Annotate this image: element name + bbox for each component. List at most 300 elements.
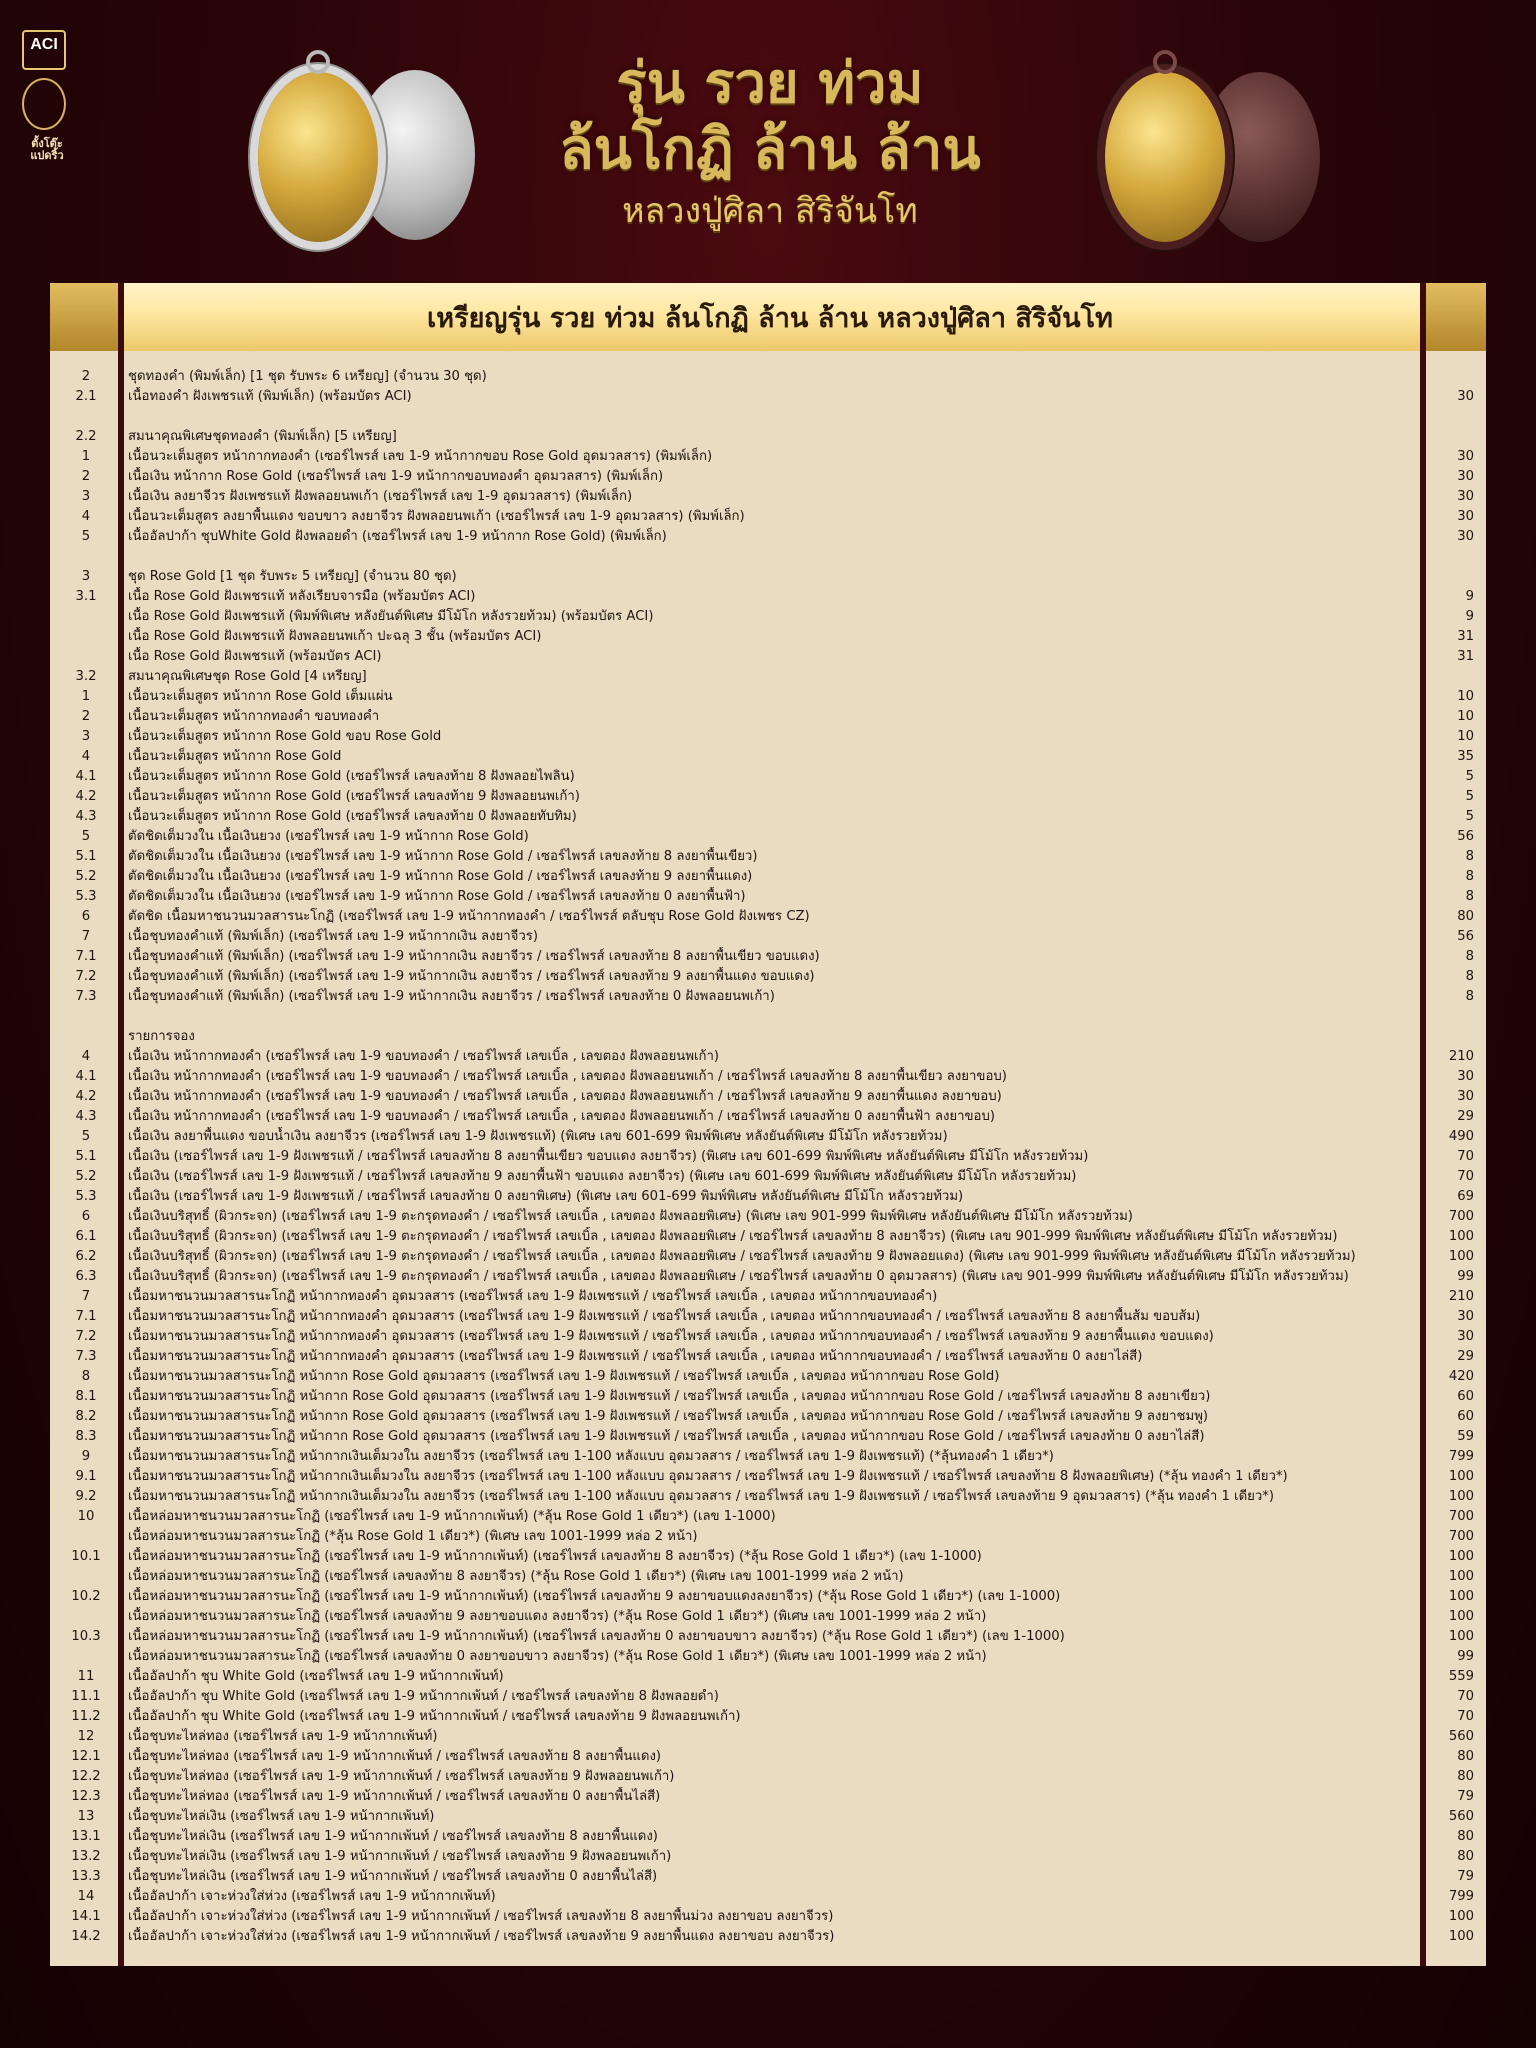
item-description: ตัดชิดเต็มวงใน เนื้อเงินยวง (เซอร์ไพรส์ เลข 1-9 หน้ากาก Rose Gold / เซอร์ไพรส์ เลขลงท้าย 9 ลงยาพื้นแดง) xyxy=(128,869,753,884)
item-description: สมนาคุณพิเศษชุด Rose Gold [4 เหรียญ] xyxy=(128,669,367,684)
item-description: เนื้ออัลปาก้า เจาะห่วงใส่ห่วง (เซอร์ไพรส์ เลข 1-9 หน้ากากเพ้นท์ / เซอร์ไพรส์ เลขลงท้าย 9 ลงยาพื้นแดง ลงยาขอบ ลงยาจีวร) xyxy=(128,1929,835,1944)
item-code: 12.2 xyxy=(71,1769,101,1784)
table-row xyxy=(50,607,1486,627)
item-description: เนื้อเงิน หน้ากากทองคำ (เซอร์ไพรส์ เลข 1-9 ขอบทองคำ / เซอร์ไพรส์ เลขเบิ้ล , เลขตอง ฝังพลอยนพเก้า) xyxy=(128,1049,720,1064)
item-description: เนื้อนวะเต็มสูตร หน้ากาก Rose Gold ขอบ Rose Gold xyxy=(128,729,442,744)
item-price: 100 xyxy=(1448,1609,1474,1624)
item-description: ตัดชิดเต็มวงใน เนื้อเงินยวง (เซอร์ไพรส์ เลข 1-9 หน้ากาก Rose Gold / เซอร์ไพรส์ เลขลงท้าย 0 ลงยาพื้นฟ้า) xyxy=(128,889,746,904)
item-description: เนื้อนวะเต็มสูตร หน้ากากทองคำ ขอบทองคำ xyxy=(128,709,380,724)
item-price: 100 xyxy=(1448,1229,1474,1244)
item-price: 8 xyxy=(1465,849,1474,864)
item-description: เนื้ออัลปาก้า เจาะห่วงใส่ห่วง (เซอร์ไพรส์ เลข 1-9 หน้ากากเพ้นท์ / เซอร์ไพรส์ เลขลงท้าย 8 ลงยาพื้นม่วง ลงยาขอบ ลงยาจีวร) xyxy=(128,1909,834,1924)
item-description: เนื้อชุบทะไหล่ทอง (เซอร์ไพรส์ เลข 1-9 หน้ากากเพ้นท์ / เซอร์ไพรส์ เลขลงท้าย 8 ลงยาพื้นแดง) xyxy=(128,1749,662,1764)
item-description: เนื้อหล่อมหาชนวนมวลสารนะโกฏิ (เซอร์ไพรส์ เลข 1-9 หน้ากากเพ้นท์) (เซอร์ไพรส์ เลขลงท้าย 9 ลงยาขอบแดงลงยาจีวร) (*ลุ้น Rose Gold 1 เดียว*) (เลข 1-1000) xyxy=(128,1589,1061,1604)
item-price: 29 xyxy=(1457,1109,1474,1124)
item-price: 30 xyxy=(1457,389,1474,404)
item-description: เนื้อเงินบริสุทธิ์ (ผิวกระจก) (เซอร์ไพรส์ เลข 1-9 ตะกรุดทองคำ / เซอร์ไพรส์ เลขเบิ้ล , เลขตอง ฝังพลอยพิเศษ) (พิเศษ เลข 901-999 พิมพ์พิเศษ หลังยันต์พิเศษ มีโม้โก หลังรวยท้วม) xyxy=(128,1209,1133,1224)
item-price: 420 xyxy=(1448,1369,1474,1384)
item-description: เนื้อนวะเต็มสูตร ลงยาพื้นแดง ขอบขาว ลงยาจีวร ฝังพลอยนพเก้า (เซอร์ไพรส์ เลข 1-9 อุดมวลสาร) (พิมพ์เล็ก) xyxy=(128,509,745,524)
item-code: 12 xyxy=(77,1729,95,1744)
item-price: 31 xyxy=(1457,629,1474,644)
item-price: 5 xyxy=(1465,769,1474,784)
table-row xyxy=(50,1307,1486,1327)
item-price: 56 xyxy=(1457,929,1474,944)
item-code: 2 xyxy=(81,709,91,724)
item-description: เนื้ออัลปาก้า ชุบWhite Gold ฝังพลอยดำ (เซอร์ไพรส์ เลข 1-9 หน้ากาก Rose Gold) (พิมพ์เล็ก) xyxy=(128,529,667,544)
item-price: 100 xyxy=(1448,1469,1474,1484)
item-code: 6.1 xyxy=(75,1229,97,1244)
table-row xyxy=(50,1907,1486,1927)
item-code: 5 xyxy=(81,1129,91,1144)
table-row xyxy=(50,827,1486,847)
item-price: 29 xyxy=(1457,1349,1474,1364)
item-price: 69 xyxy=(1457,1189,1474,1204)
table-row xyxy=(50,807,1486,827)
item-code: 9.2 xyxy=(75,1489,97,1504)
table-row xyxy=(50,527,1486,547)
item-code: 4.1 xyxy=(75,1069,97,1084)
table-row xyxy=(50,1287,1486,1307)
item-description: เนื้อ Rose Gold ฝังเพชรแท้ (พิมพ์พิเศษ หลังยันต์พิเศษ มีโม้โก หลังรวยท้วม) (พร้อมบัตร ACI) xyxy=(128,609,654,624)
item-description: ตัดชิด เนื้อมหาชนวนมวลสารนะโกฏิ (เซอร์ไพรส์ เลข 1-9 หน้ากากทองคำ / เซอร์ไพรส์ ตลับชุบ Rose Gold ฝังเพชร CZ) xyxy=(128,909,810,924)
item-price: 9 xyxy=(1465,609,1474,624)
item-description: เนื้อ Rose Gold ฝังเพชรแท้ หลังเรียบจารมือ (พร้อมบัตร ACI) xyxy=(128,589,476,604)
item-code: 8.2 xyxy=(75,1409,97,1424)
item-code: 3.1 xyxy=(75,589,97,604)
table-row xyxy=(50,727,1486,747)
item-description: เนื้อมหาชนวนมวลสารนะโกฏิ หน้ากากเงินเต็มวงใน ลงยาจีวร (เซอร์ไพรส์ เลข 1-100 หลังแบบ อุดมวลสาร / เซอร์ไพรส์ เลข 1-9 ฝังเพชรแท้ / เซอร์ไพรส์ เลขลงท้าย 8 ฝังพลอยพิเศษ) (*ลุ้น ทองคำ 1 เดียว*) xyxy=(128,1469,1288,1484)
table-row xyxy=(50,367,1486,387)
item-price: 80 xyxy=(1457,1769,1474,1784)
table-row xyxy=(50,467,1486,487)
item-code: 13.2 xyxy=(71,1849,101,1864)
banner-title-line-2: ล้นโกฏิ ล้าน ล้าน xyxy=(559,116,981,182)
item-description: เนื้อมหาชนวนมวลสารนะโกฏิ หน้ากากทองคำ อุดมวลสาร (เซอร์ไพรส์ เลข 1-9 ฝังเพชรแท้ / เซอร์ไพรส์ เลขเบิ้ล , เลขตอง หน้ากากขอบทองคำ) xyxy=(128,1289,938,1304)
item-code: 5.3 xyxy=(75,1189,97,1204)
item-description: เนื้อชุบทะไหล่เงิน (เซอร์ไพรส์ เลข 1-9 หน้ากากเพ้นท์) xyxy=(128,1809,435,1824)
table-row xyxy=(50,1567,1486,1587)
table-row xyxy=(50,887,1486,907)
table-row xyxy=(50,1047,1486,1067)
item-code: 7 xyxy=(81,1289,91,1304)
item-description: เนื้อนวะเต็มสูตร หน้ากาก Rose Gold (เซอร์ไพรส์ เลขลงท้าย 0 ฝังพลอยทับทิม) xyxy=(128,809,577,824)
table-row xyxy=(50,1067,1486,1087)
item-description: เนื้อมหาชนวนมวลสารนะโกฏิ หน้ากากเงินเต็มวงใน ลงยาจีวร (เซอร์ไพรส์ เลข 1-100 หลังแบบ อุดมวลสาร / เซอร์ไพรส์ เลข 1-9 ฝังเพชรแท้) (*ลุ้นทองคำ 1 เดียว*) xyxy=(128,1449,1054,1464)
item-code: 9 xyxy=(81,1449,91,1464)
table-title-bar xyxy=(120,283,1420,351)
item-code: 1 xyxy=(81,449,91,464)
table-row xyxy=(50,1127,1486,1147)
item-code: 14.2 xyxy=(71,1929,101,1944)
item-price: 30 xyxy=(1457,1329,1474,1344)
item-description: เนื้อเงิน หน้ากากทองคำ (เซอร์ไพรส์ เลข 1-9 ขอบทองคำ / เซอร์ไพรส์ เลขเบิ้ล , เลขตอง ฝังพลอยนพเก้า / เซอร์ไพรส์ เลขลงท้าย 0 ลงยาพื้นฟ้า ลงยาขอบ) xyxy=(128,1109,995,1124)
item-code: 3 xyxy=(81,569,91,584)
item-description: ตัดชิดเต็มวงใน เนื้อเงินยวง (เซอร์ไพรส์ เลข 1-9 หน้ากาก Rose Gold) xyxy=(128,829,529,844)
table-row xyxy=(50,1747,1486,1767)
table-row xyxy=(50,1387,1486,1407)
banner-title xyxy=(430,50,1110,236)
table-row xyxy=(50,387,1486,407)
table-row xyxy=(50,1027,1486,1047)
item-code: 4.2 xyxy=(75,1089,97,1104)
item-price: 210 xyxy=(1448,1049,1474,1064)
table-row xyxy=(50,1587,1486,1607)
item-code: 13 xyxy=(77,1809,95,1824)
item-description: เนื้อหล่อมหาชนวนมวลสารนะโกฏิ (เซอร์ไพรส์ เลขลงท้าย 0 ลงยาขอบขาว ลงยาจีวร) (*ลุ้น Rose Gold 1 เดียว*) (พิเศษ เลข 1001-1999 หล่อ 2 หน้า) xyxy=(128,1649,987,1664)
item-description: เนื้อเงิน (เซอร์ไพรส์ เลข 1-9 ฝังเพชรแท้ / เซอร์ไพรส์ เลขลงท้าย 0 ลงยาพิเศษ) (พิเศษ เลข 601-699 พิมพ์พิเศษ หลังยันต์พิเศษ มีโม้โก หลังรวยท้วม) xyxy=(128,1189,964,1204)
medal-image-gold-front-right xyxy=(1105,72,1225,242)
item-description: เนื้อเงินบริสุทธิ์ (ผิวกระจก) (เซอร์ไพรส์ เลข 1-9 ตะกรุดทองคำ / เซอร์ไพรส์ เลขเบิ้ล , เลขตอง ฝังพลอยพิเศษ / เซอร์ไพรส์ เลขลงท้าย 8 ลงยาจีวร) (พิเศษ เลข 901-999 พิมพ์พิเศษ หลังยันต์พิเศษ มีโม้โก หลังรวยท้วม) xyxy=(128,1229,1338,1244)
item-description: เนื้ออัลปาก้า ชุบ White Gold (เซอร์ไพรส์ เลข 1-9 หน้ากากเพ้นท์ / เซอร์ไพรส์ เลขลงท้าย 9 ฝังพลอยนพเก้า) xyxy=(128,1709,741,1724)
item-description: เนื้อมหาชนวนมวลสารนะโกฏิ หน้ากากทองคำ อุดมวลสาร (เซอร์ไพรส์ เลข 1-9 ฝังเพชรแท้ / เซอร์ไพรส์ เลขเบิ้ล , เลขตอง หน้ากากขอบทองคำ / เซอร์ไพรส์ เลขลงท้าย 9 ลงยาพื้นแดง ขอบแดง) xyxy=(128,1329,1214,1344)
item-description: เนื้อชุบทะไหล่ทอง (เซอร์ไพรส์ เลข 1-9 หน้ากากเพ้นท์) xyxy=(128,1729,438,1744)
item-price: 70 xyxy=(1457,1689,1474,1704)
item-price: 559 xyxy=(1448,1669,1474,1684)
item-price: 80 xyxy=(1457,909,1474,924)
header-banner xyxy=(0,0,1536,285)
table-row xyxy=(50,1527,1486,1547)
item-description: เนื้ออัลปาก้า ชุบ White Gold (เซอร์ไพรส์ เลข 1-9 หน้ากากเพ้นท์ / เซอร์ไพรส์ เลขลงท้าย 8 ฝังพลอยดำ) xyxy=(128,1689,719,1704)
item-code: 5.2 xyxy=(75,1169,97,1184)
item-description: เนื้อทองคำ ฝังเพชรแท้ (พิมพ์เล็ก) (พร้อมบัตร ACI) xyxy=(128,389,412,404)
table-row xyxy=(50,427,1486,447)
item-description: รายการจอง xyxy=(128,1029,195,1044)
item-code: 4 xyxy=(81,509,91,524)
item-description: ชุด Rose Gold [1 ชุด รับพระ 5 เหรียญ] (จำนวน 80 ชุด) xyxy=(128,569,457,584)
item-price: 210 xyxy=(1448,1289,1474,1304)
item-code: 10.3 xyxy=(71,1629,101,1644)
item-code: 10.2 xyxy=(71,1589,101,1604)
item-code: 2.1 xyxy=(75,389,97,404)
item-code: 5 xyxy=(81,529,91,544)
item-price: 100 xyxy=(1448,1569,1474,1584)
item-description: เนื้อชุบทะไหล่เงิน (เซอร์ไพรส์ เลข 1-9 หน้ากากเพ้นท์ / เซอร์ไพรส์ เลขลงท้าย 0 ลงยาพื้นไล่สี) xyxy=(128,1869,658,1884)
table-row xyxy=(50,1487,1486,1507)
table-row xyxy=(50,1447,1486,1467)
item-price: 100 xyxy=(1448,1549,1474,1564)
banner-title-line-1: รุ่น รวย ท่วม xyxy=(616,50,924,116)
item-price: 30 xyxy=(1457,469,1474,484)
table-row xyxy=(50,967,1486,987)
table-row xyxy=(50,1847,1486,1867)
item-code: 3 xyxy=(81,489,91,504)
item-description: เนื้อเงินบริสุทธิ์ (ผิวกระจก) (เซอร์ไพรส์ เลข 1-9 ตะกรุดทองคำ / เซอร์ไพรส์ เลขเบิ้ล , เลขตอง ฝังพลอยพิเศษ / เซอร์ไพรส์ เลขลงท้าย 9 ฝังพลอยแดง) (พิเศษ เลข 901-999 พิมพ์พิเศษ หลังยันต์พิเศษ มีโม้โก หลังรวยท้วม) xyxy=(128,1249,1356,1264)
item-description: เนื้อหล่อมหาชนวนมวลสารนะโกฏิ (เซอร์ไพรส์ เลข 1-9 หน้ากากเพ้นท์) (เซอร์ไพรส์ เลขลงท้าย 0 ลงยาขอบขาว ลงยาจีวร) (*ลุ้น Rose Gold 1 เดียว*) (เลข 1-1000) xyxy=(128,1629,1065,1644)
item-price: 100 xyxy=(1448,1589,1474,1604)
item-price: 8 xyxy=(1465,969,1474,984)
table-row xyxy=(50,587,1486,607)
item-price: 100 xyxy=(1448,1629,1474,1644)
table-row xyxy=(50,487,1486,507)
item-price: 9 xyxy=(1465,589,1474,604)
item-description: เนื้อนวะเต็มสูตร หน้ากาก Rose Gold (เซอร์ไพรส์ เลขลงท้าย 8 ฝังพลอยไพลิน) xyxy=(128,769,575,784)
item-code: 3.2 xyxy=(75,669,97,684)
table-row xyxy=(50,1507,1486,1527)
item-code: 2 xyxy=(81,469,91,484)
item-description: เนื้อชุบทะไหล่ทอง (เซอร์ไพรส์ เลข 1-9 หน้ากากเพ้นท์ / เซอร์ไพรส์ เลขลงท้าย 9 ฝังพลอยนพเก้า) xyxy=(128,1769,675,1784)
item-price: 700 xyxy=(1448,1529,1474,1544)
item-code: 9.1 xyxy=(75,1469,97,1484)
item-price: 70 xyxy=(1457,1169,1474,1184)
table-row xyxy=(50,927,1486,947)
table-row xyxy=(50,1087,1486,1107)
item-price: 30 xyxy=(1457,1309,1474,1324)
item-code: 4.1 xyxy=(75,769,97,784)
table-row xyxy=(50,1407,1486,1427)
item-code: 7.3 xyxy=(75,1349,97,1364)
item-description: เนื้อมหาชนวนมวลสารนะโกฏิ หน้ากากทองคำ อุดมวลสาร (เซอร์ไพรส์ เลข 1-9 ฝังเพชรแท้ / เซอร์ไพรส์ เลขเบิ้ล , เลขตอง หน้ากากขอบทองคำ / เซอร์ไพรส์ เลขลงท้าย 8 ลงยาพื้นส้ม ขอบส้ม) xyxy=(128,1309,1201,1324)
banner-subtitle: หลวงปู่ศิลา สิริจันโท xyxy=(622,191,918,231)
item-code: 5 xyxy=(81,829,91,844)
item-code: 8.1 xyxy=(75,1389,97,1404)
item-code: 6 xyxy=(81,1209,91,1224)
item-code: 3 xyxy=(81,729,91,744)
item-description: เนื้อหล่อมหาชนวนมวลสารนะโกฏิ (เซอร์ไพรส์ เลขลงท้าย 8 ลงยาจีวร) (*ลุ้น Rose Gold 1 เดียว*) (พิเศษ เลข 1001-1999 หล่อ 2 หน้า) xyxy=(128,1569,904,1584)
item-description: ชุดทองคำ (พิมพ์เล็ก) [1 ชุด รับพระ 6 เหรียญ] (จำนวน 30 ชุด) xyxy=(128,369,487,384)
table-row xyxy=(50,667,1486,687)
table-row xyxy=(50,1687,1486,1707)
item-price: 5 xyxy=(1465,809,1474,824)
table-title: เหรียญรุ่น รวย ท่วม ล้นโกฏิ ล้าน ล้าน หลวงปู่ศิลา สิริจันโท xyxy=(427,302,1113,334)
item-description: เนื้อเงิน หน้ากาก Rose Gold (เซอร์ไพรส์ เลข 1-9 หน้ากากขอบทองคำ อุดมวลสาร) (พิมพ์เล็ก) xyxy=(128,469,664,484)
item-code: 2.2 xyxy=(75,429,97,444)
table-row xyxy=(50,747,1486,767)
table-row xyxy=(50,627,1486,647)
table-row xyxy=(50,1167,1486,1187)
item-description: เนื้อชุบทะไหล่ทอง (เซอร์ไพรส์ เลข 1-9 หน้ากากเพ้นท์ / เซอร์ไพรส์ เลขลงท้าย 0 ลงยาพื้นไล่สี) xyxy=(128,1789,661,1804)
table-row xyxy=(50,1207,1486,1227)
item-code: 11 xyxy=(77,1669,95,1684)
item-description: เนื้อ Rose Gold ฝังเพชรแท้ (พร้อมบัตร ACI) xyxy=(128,649,382,664)
table-row xyxy=(50,407,1486,427)
item-price: 60 xyxy=(1457,1389,1474,1404)
item-price: 80 xyxy=(1457,1749,1474,1764)
item-description: เนื้อหล่อมหาชนวนมวลสารนะโกฏิ (เซอร์ไพรส์ เลข 1-9 หน้ากากเพ้นท์) (เซอร์ไพรส์ เลขลงท้าย 8 ลงยาจีวร) (*ลุ้น Rose Gold 1 เดียว*) (เลข 1-1000) xyxy=(128,1549,982,1564)
item-code: 4 xyxy=(81,1049,91,1064)
item-code: 12.1 xyxy=(71,1749,101,1764)
table-row xyxy=(50,1547,1486,1567)
item-code: 12.3 xyxy=(71,1789,101,1804)
buddha-seal-logo xyxy=(22,78,66,130)
table-row xyxy=(50,647,1486,667)
item-price: 56 xyxy=(1457,829,1474,844)
aci-logo: ACI xyxy=(22,30,66,70)
item-code: 13.3 xyxy=(71,1869,101,1884)
table-row xyxy=(50,867,1486,887)
table-row xyxy=(50,1807,1486,1827)
item-description: เนื้อชุบทองคำแท้ (พิมพ์เล็ก) (เซอร์ไพรส์ เลข 1-9 หน้ากากเงิน ลงยาจีวร / เซอร์ไพรส์ เลขลงท้าย 0 ฝังพลอยนพเก้า) xyxy=(128,989,775,1004)
table-row xyxy=(50,847,1486,867)
item-price: 30 xyxy=(1457,1089,1474,1104)
item-code: 5.1 xyxy=(75,1149,97,1164)
item-code: 4.3 xyxy=(75,1109,97,1124)
item-code: 1 xyxy=(81,689,91,704)
item-description: เนื้อเงิน (เซอร์ไพรส์ เลข 1-9 ฝังเพชรแท้ / เซอร์ไพรส์ เลขลงท้าย 9 ลงยาพื้นฟ้า ขอบแดง ลงยาจีวร) (พิเศษ เลข 601-699 พิมพ์พิเศษ หลังยันต์พิเศษ มีโม้โก หลังรวยท้วม) xyxy=(128,1169,1077,1184)
item-price: 70 xyxy=(1457,1709,1474,1724)
table-row xyxy=(50,1927,1486,1947)
table-row xyxy=(50,1767,1486,1787)
item-price: 30 xyxy=(1457,449,1474,464)
item-description: เนื้อชุบทะไหล่เงิน (เซอร์ไพรส์ เลข 1-9 หน้ากากเพ้นท์ / เซอร์ไพรส์ เลขลงท้าย 9 ฝังพลอยนพเก้า) xyxy=(128,1849,672,1864)
table-row xyxy=(50,787,1486,807)
item-price: 8 xyxy=(1465,989,1474,1004)
table-row xyxy=(50,687,1486,707)
item-description: เนื้อชุบทะไหล่เงิน (เซอร์ไพรส์ เลข 1-9 หน้ากากเพ้นท์ / เซอร์ไพรส์ เลขลงท้าย 8 ลงยาพื้นแดง) xyxy=(128,1829,658,1844)
item-price: 30 xyxy=(1457,1069,1474,1084)
item-description: เนื้อเงิน หน้ากากทองคำ (เซอร์ไพรส์ เลข 1-9 ขอบทองคำ / เซอร์ไพรส์ เลขเบิ้ล , เลขตอง ฝังพลอยนพเก้า / เซอร์ไพรส์ เลขลงท้าย 9 ลงยาพื้นแดง ลงยาขอบ) xyxy=(128,1089,1002,1104)
item-code: 11.2 xyxy=(71,1709,101,1724)
item-price: 31 xyxy=(1457,649,1474,664)
item-code: 7.3 xyxy=(75,989,97,1004)
table-row xyxy=(50,507,1486,527)
item-price: 30 xyxy=(1457,529,1474,544)
item-description: เนื้อหล่อมหาชนวนมวลสารนะโกฏิ (*ลุ้น Rose Gold 1 เดียว*) (พิเศษ เลข 1001-1999 หล่อ 2 หน้า) xyxy=(128,1529,698,1544)
table-row xyxy=(50,447,1486,467)
item-code: 14 xyxy=(77,1889,95,1904)
table-row xyxy=(50,1007,1486,1027)
item-code: 4 xyxy=(81,749,91,764)
table-row xyxy=(50,1427,1486,1447)
table-row xyxy=(50,547,1486,567)
item-price: 30 xyxy=(1457,489,1474,504)
medal-image-gold-front xyxy=(258,72,378,242)
item-price: 560 xyxy=(1448,1729,1474,1744)
item-description: เนื้ออัลปาก้า ชุบ White Gold (เซอร์ไพรส์ เลข 1-9 หน้ากากเพ้นท์) xyxy=(128,1669,504,1684)
item-description: เนื้อนวะเต็มสูตร หน้ากาก Rose Gold xyxy=(128,749,342,764)
table-row xyxy=(50,1107,1486,1127)
item-description: เนื้อเงินบริสุทธิ์ (ผิวกระจก) (เซอร์ไพรส์ เลข 1-9 ตะกรุดทองคำ / เซอร์ไพรส์ เลขเบิ้ล , เลขตอง ฝังพลอยพิเศษ / เซอร์ไพรส์ เลขลงท้าย 0 อุดมวลสาร) (พิเศษ เลข 901-999 พิมพ์พิเศษ หลังยันต์พิเศษ มีโม้โก หลังรวยท้วม) xyxy=(128,1269,1349,1284)
item-price: 799 xyxy=(1448,1889,1474,1904)
item-code: 5.2 xyxy=(75,869,97,884)
item-code: 8.3 xyxy=(75,1429,97,1444)
item-price: 10 xyxy=(1457,729,1474,744)
item-code: 7.2 xyxy=(75,1329,97,1344)
item-description: เนื้อนวะเต็มสูตร หน้ากาก Rose Gold (เซอร์ไพรส์ เลขลงท้าย 9 ฝังพลอยนพเก้า) xyxy=(128,789,580,804)
item-description: เนื้อเงิน (เซอร์ไพรส์ เลข 1-9 ฝังเพชรแท้ / เซอร์ไพรส์ เลขลงท้าย 8 ลงยาพื้นเขียว ขอบแดง ลงยาจีวร) (พิเศษ เลข 601-699 พิมพ์พิเศษ หลังยันต์พิเศษ มีโม้โก หลังรวยท้วม) xyxy=(128,1149,1089,1164)
item-price: 80 xyxy=(1457,1829,1474,1844)
table-row xyxy=(50,1327,1486,1347)
table-row xyxy=(50,947,1486,967)
item-code: 7.1 xyxy=(75,1309,97,1324)
item-description: เนื้อเงิน ลงยาจีวร ฝังเพชรแท้ ฝังพลอยนพเก้า (เซอร์ไพรส์ เลข 1-9 อุดมวลสาร) (พิมพ์เล็ก) xyxy=(128,489,633,504)
item-code: 14.1 xyxy=(71,1909,101,1924)
item-description: เนื้อมหาชนวนมวลสารนะโกฏิ หน้ากาก Rose Gold อุดมวลสาร (เซอร์ไพรส์ เลข 1-9 ฝังเพชรแท้ / เซอร์ไพรส์ เลขเบิ้ล , เลขตอง หน้ากากขอบ Rose Gold / เซอร์ไพรส์ เลขลงท้าย 8 ลงยาเขียว) xyxy=(128,1389,1211,1404)
item-price: 490 xyxy=(1448,1129,1474,1144)
table-row xyxy=(50,1667,1486,1687)
table-header xyxy=(50,283,1486,351)
table-row xyxy=(50,1187,1486,1207)
item-code: 7.2 xyxy=(75,969,97,984)
item-price: 8 xyxy=(1465,869,1474,884)
table-row xyxy=(50,767,1486,787)
item-price: 30 xyxy=(1457,509,1474,524)
table-row xyxy=(50,1867,1486,1887)
item-price: 79 xyxy=(1457,1789,1474,1804)
item-code: 8 xyxy=(81,1369,91,1384)
item-description: เนื้อ Rose Gold ฝังเพชรแท้ ฝังพลอยนพเก้า ปะฉลุ 3 ชั้น (พร้อมบัตร ACI) xyxy=(128,629,542,644)
item-price: 5 xyxy=(1465,789,1474,804)
item-price: 560 xyxy=(1448,1809,1474,1824)
item-code: 10.1 xyxy=(71,1549,101,1564)
item-description: สมนาคุณพิเศษชุดทองคำ (พิมพ์เล็ก) [5 เหรียญ] xyxy=(128,429,397,444)
item-description: เนื้อมหาชนวนมวลสารนะโกฏิ หน้ากาก Rose Gold อุดมวลสาร (เซอร์ไพรส์ เลข 1-9 ฝังเพชรแท้ / เซอร์ไพรส์ เลขเบิ้ล , เลขตอง หน้ากากขอบ Rose Gold) xyxy=(128,1369,1000,1384)
item-price: 700 xyxy=(1448,1509,1474,1524)
table-row xyxy=(50,1887,1486,1907)
table-row xyxy=(50,1707,1486,1727)
table-row xyxy=(50,1247,1486,1267)
item-price: 59 xyxy=(1457,1429,1474,1444)
item-price: 100 xyxy=(1448,1489,1474,1504)
table-row xyxy=(50,1147,1486,1167)
item-code: 5.1 xyxy=(75,849,97,864)
item-description: เนื้อเงิน ลงยาพื้นแดง ขอบน้ำเงิน ลงยาจีวร (เซอร์ไพรส์ เลข 1-9 ฝังเพชรแท้) (พิเศษ เลข 601-699 พิมพ์พิเศษ หลังยันต์พิเศษ มีโม้โก หลังรวยท้วม) xyxy=(128,1129,948,1144)
item-code: 6.3 xyxy=(75,1269,97,1284)
item-description: เนื้อมหาชนวนมวลสารนะโกฏิ หน้ากาก Rose Gold อุดมวลสาร (เซอร์ไพรส์ เลข 1-9 ฝังเพชรแท้ / เซอร์ไพรส์ เลขเบิ้ล , เลขตอง หน้ากากขอบ Rose Gold / เซอร์ไพรส์ เลขลงท้าย 9 ลงยาชมพู) xyxy=(128,1409,1209,1424)
item-price: 100 xyxy=(1448,1249,1474,1264)
brand-logo-text: ตั้งโต๊ะ แปดริ้ว xyxy=(30,137,64,162)
item-code: 4.2 xyxy=(75,789,97,804)
item-code: 10 xyxy=(77,1509,95,1524)
price-list-panel xyxy=(50,283,1486,1966)
item-code: 4.3 xyxy=(75,809,97,824)
item-code: 5.3 xyxy=(75,889,97,904)
item-code: 13.1 xyxy=(71,1829,101,1844)
item-description: เนื้อนวะเต็มสูตร หน้ากาก Rose Gold เต็มแผ่น xyxy=(128,689,393,704)
item-price: 799 xyxy=(1448,1449,1474,1464)
item-description: เนื้อมหาชนวนมวลสารนะโกฏิ หน้ากาก Rose Gold อุดมวลสาร (เซอร์ไพรส์ เลข 1-9 ฝังเพชรแท้ / เซอร์ไพรส์ เลขเบิ้ล , เลขตอง หน้ากากขอบ Rose Gold / เซอร์ไพรส์ เลขลงท้าย 0 ลงยาไล่สี) xyxy=(128,1429,1205,1444)
item-code: 2 xyxy=(81,369,91,384)
item-code: 7.1 xyxy=(75,949,97,964)
item-price: 70 xyxy=(1457,1149,1474,1164)
table-row xyxy=(50,1727,1486,1747)
item-description: ตัดชิดเต็มวงใน เนื้อเงินยวง (เซอร์ไพรส์ เลข 1-9 หน้ากาก Rose Gold / เซอร์ไพรส์ เลขลงท้าย 8 ลงยาพื้นเขียว) xyxy=(128,849,758,864)
item-description: เนื้อชุบทองคำแท้ (พิมพ์เล็ก) (เซอร์ไพรส์ เลข 1-9 หน้ากากเงิน ลงยาจีวร / เซอร์ไพรส์ เลขลงท้าย 8 ลงยาพื้นเขียว ขอบแดง) xyxy=(128,949,820,964)
table-row xyxy=(50,1627,1486,1647)
table-row xyxy=(50,707,1486,727)
item-price: 79 xyxy=(1457,1869,1474,1884)
item-description: เนื้อมหาชนวนมวลสารนะโกฏิ หน้ากากเงินเต็มวงใน ลงยาจีวร (เซอร์ไพรส์ เลข 1-100 หลังแบบ อุดมวลสาร / เซอร์ไพรส์ เลข 1-9 ฝังเพชรแท้ / เซอร์ไพรส์ เลขลงท้าย 9 อุดมวลสาร) (*ลุ้น ทองคำ 1 เดียว*) xyxy=(128,1489,1274,1504)
item-code: 11.1 xyxy=(71,1689,101,1704)
item-price: 8 xyxy=(1465,889,1474,904)
item-price: 8 xyxy=(1465,949,1474,964)
item-code: 7 xyxy=(81,929,91,944)
table-row xyxy=(50,567,1486,587)
table-row xyxy=(50,1267,1486,1287)
item-description: เนื้ออัลปาก้า เจาะห่วงใส่ห่วง (เซอร์ไพรส์ เลข 1-9 หน้ากากเพ้นท์) xyxy=(128,1889,496,1904)
table-row xyxy=(50,1467,1486,1487)
item-description: เนื้อหล่อมหาชนวนมวลสารนะโกฏิ (เซอร์ไพรส์ เลขลงท้าย 9 ลงยาขอบแดง ลงยาจีวร) (*ลุ้น Rose Gold 1 เดียว*) (พิเศษ เลข 1001-1999 หล่อ 2 หน้า) xyxy=(128,1609,987,1624)
price-list-rows xyxy=(50,367,1486,1947)
item-price: 10 xyxy=(1457,689,1474,704)
table-row xyxy=(50,1607,1486,1627)
table-row xyxy=(50,907,1486,927)
item-description: เนื้อชุบทองคำแท้ (พิมพ์เล็ก) (เซอร์ไพรส์ เลข 1-9 หน้ากากเงิน ลงยาจีวร / เซอร์ไพรส์ เลขลงท้าย 9 ลงยาพื้นแดง ขอบแดง) xyxy=(128,969,815,984)
item-code: 6 xyxy=(81,909,91,924)
item-price: 10 xyxy=(1457,709,1474,724)
table-row xyxy=(50,1227,1486,1247)
table-row xyxy=(50,1827,1486,1847)
table-row xyxy=(50,987,1486,1007)
brand-logos xyxy=(22,30,72,162)
item-description: เนื้อชุบทองคำแท้ (พิมพ์เล็ก) (เซอร์ไพรส์ เลข 1-9 หน้ากากเงิน ลงยาจีวร) xyxy=(128,929,538,944)
item-price: 99 xyxy=(1457,1269,1474,1284)
table-row xyxy=(50,1367,1486,1387)
item-price: 60 xyxy=(1457,1409,1474,1424)
item-description: เนื้อเงิน หน้ากากทองคำ (เซอร์ไพรส์ เลข 1-9 ขอบทองคำ / เซอร์ไพรส์ เลขเบิ้ล , เลขตอง ฝังพลอยนพเก้า / เซอร์ไพรส์ เลขลงท้าย 8 ลงยาพื้นเขียว ลงยาขอบ) xyxy=(128,1069,1007,1084)
item-price: 100 xyxy=(1448,1909,1474,1924)
item-description: เนื้อนวะเต็มสูตร หน้ากากทองคำ (เซอร์ไพรส์ เลข 1-9 หน้ากากขอบ Rose Gold อุดมวลสาร) (พิมพ์เล็ก) xyxy=(128,449,713,464)
item-description: เนื้อมหาชนวนมวลสารนะโกฏิ หน้ากากทองคำ อุดมวลสาร (เซอร์ไพรส์ เลข 1-9 ฝังเพชรแท้ / เซอร์ไพรส์ เลขเบิ้ล , เลขตอง หน้ากากขอบทองคำ / เซอร์ไพรส์ เลขลงท้าย 0 ลงยาไล่สี) xyxy=(128,1349,1143,1364)
